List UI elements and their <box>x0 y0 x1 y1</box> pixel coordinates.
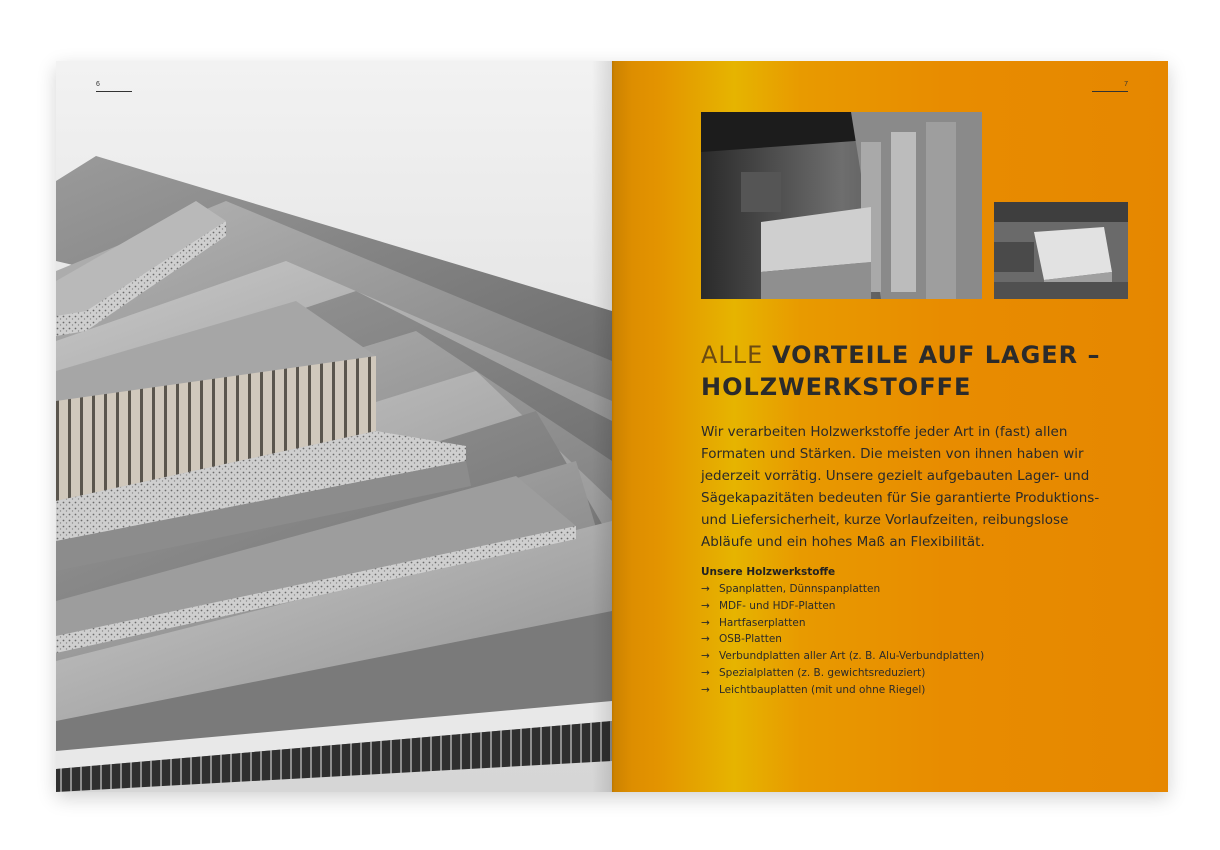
arrow-icon: → <box>701 650 710 663</box>
left-page <box>56 61 612 792</box>
headline <box>701 339 1141 403</box>
list-item: → Leichtbauplatten (mit und ohne Riegel) <box>701 682 984 699</box>
page-number-left: 6 <box>96 81 100 88</box>
list-item: → MDF- und HDF-Platten <box>701 598 984 615</box>
page-number-right: 7 <box>1124 81 1128 88</box>
headline-part-1: ALLE <box>701 341 772 369</box>
arrow-icon: → <box>701 583 710 595</box>
warehouse-photo <box>701 112 982 299</box>
brochure-spread <box>56 61 1168 792</box>
page-rule-left <box>96 91 132 92</box>
arrow-icon: → <box>701 616 710 629</box>
list-item: → Hartfaserplatten <box>701 615 984 632</box>
right-page <box>612 61 1168 792</box>
wood-panels-stack-photo <box>56 141 612 792</box>
arrow-icon: → <box>701 683 710 696</box>
list-item: → Verbundplatten aller Art (z. B. Alu-Verbundplatten) <box>701 648 984 665</box>
list-heading: Unsere Holzwerkstoffe <box>701 566 836 578</box>
arrow-icon: → <box>701 666 710 679</box>
arrow-icon: → <box>701 599 710 612</box>
page-rule-right <box>1092 91 1128 92</box>
product-list <box>701 581 984 699</box>
list-item: → Spezialplatten (z. B. gewichtsreduziert) <box>701 665 984 682</box>
list-item: → OSB-Platten <box>701 631 984 648</box>
headline-part-2: VORTEILE AUF LAGER – <box>771 341 1101 369</box>
sawing-machine-photo <box>994 202 1128 299</box>
arrow-icon: → <box>701 633 710 646</box>
headline-line-2: HOLZWERKSTOFFE <box>701 373 972 401</box>
intro-paragraph: Wir verarbeiten Holzwerkstoffe jeder Art in (fast) allen Formaten und Stärken. Die meisten von ihnen haben wir jederzeit vorrätig. Unsere gezielt aufgebauten Lager- und Sägekapazitäten bedeuten für Sie garantierte Produktions- und Liefersicherheit, kurze Vorlaufzeiten, reibungslose Abläufe und ein hohes Maß an Flexibilität. <box>701 424 1100 550</box>
list-item: → Spanplatten, Dünnspanplatten <box>701 581 984 598</box>
